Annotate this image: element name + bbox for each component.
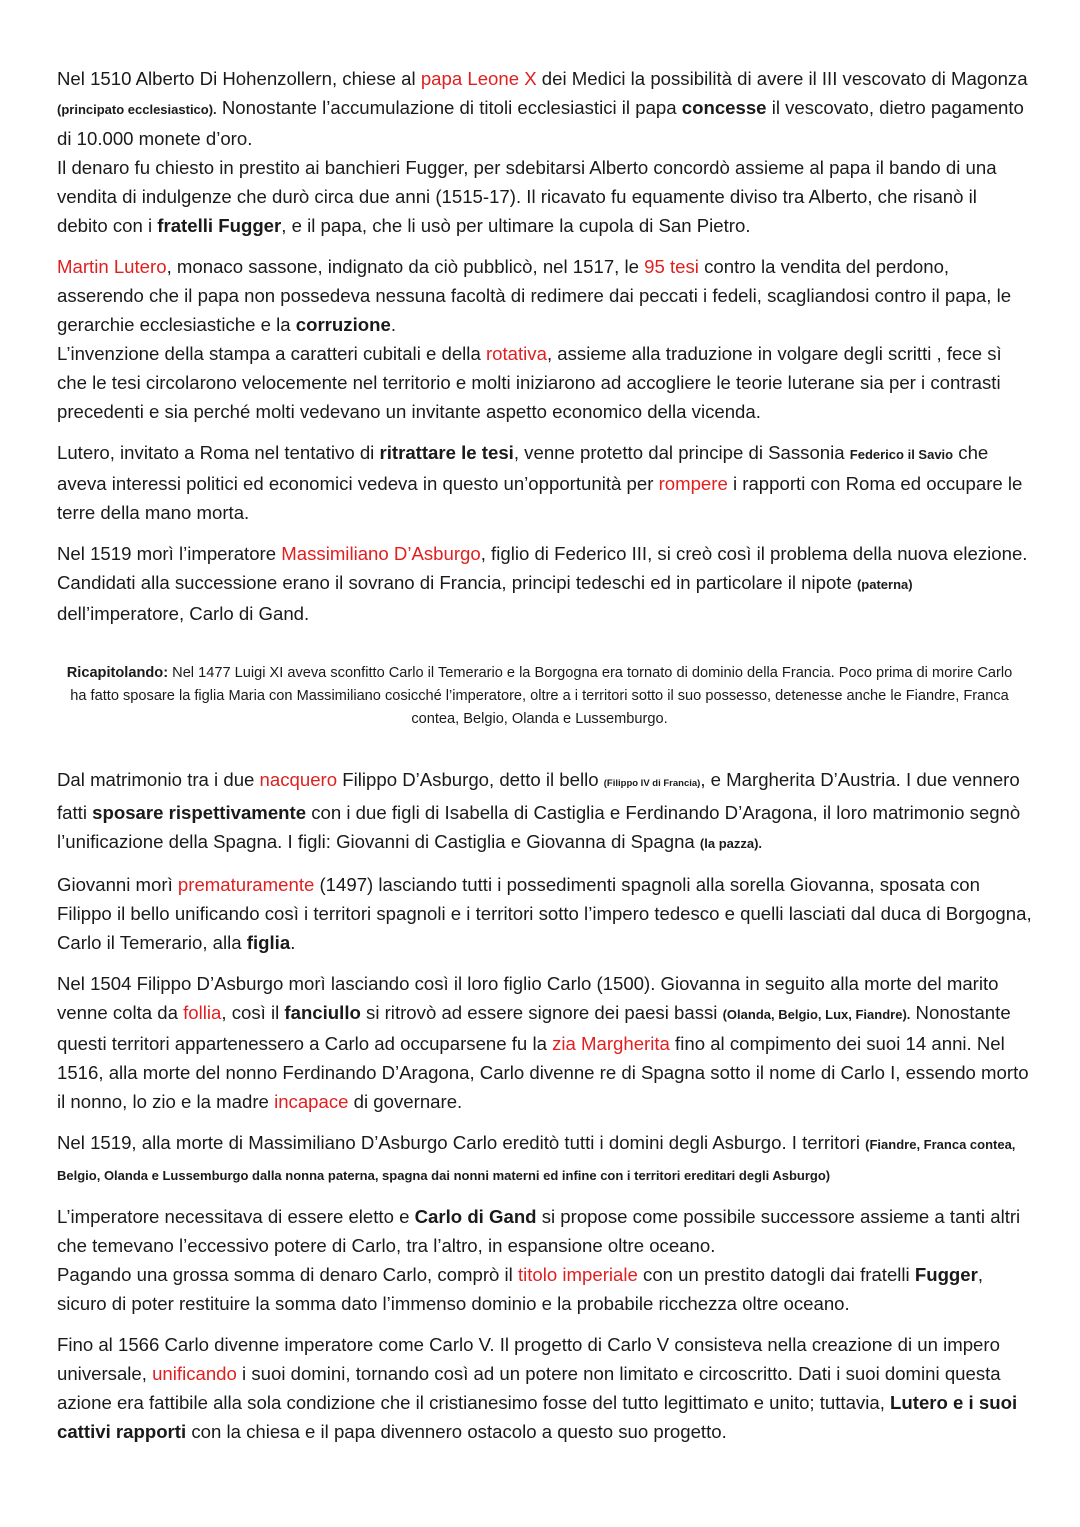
paragraph-filippo: Dal matrimonio tra i due nacquero Filippo D’Asburgo, detto il bello (Filippo IV di Francia), e Margherita D’Austria. I due vennero fatti sposare rispettivamente con i due figli di Isabella di Castiglia e Ferdinando D’Aragona, il loro matrimonio segnò l’unificazione della Spagna. I figli: Giovanni di Castiglia e Giovanna di Spagna (la pazza). bbox=[57, 769, 1021, 852]
paragraph-carlo-i: Nel 1504 Filippo D’Asburgo morì lasciando così il loro figlio Carlo (1500). Giovanna in seguito alla morte del marito venne colta da follia, così il fanciullo si ritrovò ad essere signore dei paesi bassi (Olanda, Belgio, Lux, Fiandre). Nonostante questi territori appartenessero a Carlo ad occuparsene fu la zia Margherita fino al compimento dei suoi 14 anni. Nel 1516, alla morte del nonno Ferdinando D’Aragona, Carlo divenne re di Spagna sotto il nome di Carlo I, essendo morto il nonno, lo zio e la madre incapace di governare. bbox=[57, 973, 1029, 1112]
paragraph-eredita: Nel 1519, alla morte di Massimiliano D’Asburgo Carlo ereditò tutti i domini degli Asburgo. I territori (Fiandre, Franca contea, Belgio, Olanda e Lussemburgo dalla nonna paterna, spagna dai nonni materni ed infine con i territori ereditari degli Asburgo) bbox=[57, 1132, 1016, 1183]
paragraph-giovanni: Giovanni morì prematuramente (1497) lasciando tutti i possedimenti spagnoli alla sorella Giovanna, sposata con Filippo il bello unificando così i territori spagnoli e i territori sotto l’impero tedesco e quelli lasciati dal duca di Borgogna, Carlo il Temerario, alla figlia. bbox=[57, 874, 1032, 953]
paragraph-lutero: Martin Lutero, monaco sassone, indignato da ciò pubblicò, nel 1517, le 95 tesi contro la vendita del perdono, asserendo che il papa non possedeva nessuna facoltà di redimere dai peccati i fedeli, scagliandosi contro il papa, le gerarchie ecclesiastiche e la corruzione. L’invenzione della stampa a caratteri cubitali e della rotativa, assieme alla traduzione in volgare degli scritti , fece sì che le tesi circolarono velocemente nel territorio e molti iniziarono ad accogliere le teorie luterane sia per i contrasti precedenti e sia perché molti vedevano un invitante aspetto economico della vicenda. bbox=[57, 256, 1012, 422]
recap-box: Ricapitolando: Nel 1477 Luigi XI aveva sconfitto Carlo il Temerario e la Borgogna era tornato di dominio della Francia. Poco prima di morire Carlo ha fatto sposare la figlia Maria con Massimiliano cosicché l’imperatore, oltre a i territori sotto il suo possesso, detenesse anche le Fiandre, Franca contea, Belgio, Olanda e Lussemburgo. bbox=[66, 665, 1013, 727]
paragraph-massimiliano: Nel 1519 morì l’imperatore Massimiliano D’Asburgo, figlio di Federico III, si creò così il problema della nuova elezione. Candidati alla successione erano il sovrano di Francia, principi tedeschi ed in particolare il nipote (paterna) dell’imperatore, Carlo di Gand. bbox=[57, 543, 1028, 624]
paragraph-carlo-v: Fino al 1566 Carlo divenne imperatore come Carlo V. Il progetto di Carlo V consisteva nella creazione di un impero universale, unificando i suoi domini, tornando così ad un potere non limitato e circoscritto. Dati i suoi domini questa azione era fattibile alla sola condizione che il cristianesimo fosse del tutto legittimato e unito; tuttavia, Lutero e i suoi cattivi rapporti con la chiesa e il papa divennero ostacolo a questo suo progetto. bbox=[57, 1334, 1018, 1442]
paragraph-federico: Lutero, invitato a Roma nel tentativo di ritrattare le tesi, venne protetto dal principe di Sassonia Federico il Savio che aveva interessi politici ed economici vedeva in questo un’opportunità per rompere i rapporti con Roma ed occupare le terre della mano morta. bbox=[57, 442, 1023, 523]
paragraph-alberto: Nel 1510 Alberto Di Hohenzollern, chiese al papa Leone X dei Medici la possibilità di avere il III vescovato di Magonza (principato ecclesiastico). Nonostante l’accumulazione di titoli ecclesiastici il papa concesse il vescovato, dietro pagamento di 10.000 monete d’oro. Il denaro fu chiesto in prestito ai banchieri Fugger, per sdebitarsi Alberto concordò assieme al papa il bando di una vendita di indulgenze che durò circa due anni (1515-17). Il ricavato fu equamente diviso tra Alberto, che risanò il debito con i fratelli Fugger, e il papa, che li usò per ultimare la cupola di San Pietro. bbox=[57, 68, 1028, 236]
highlight-papa-leone: papa Leone X bbox=[420, 68, 537, 89]
paragraph-elezione: L’imperatore necessitava di essere eletto e Carlo di Gand si propose come possibile successore assieme a tanti altri che temevano l’eccessivo potere di Carlo, tra l’altro, in espansione oltre oceano. Pagando una grossa somma di denaro Carlo, comprò il titolo imperiale con un prestito datogli dai fratelli Fugger, sicuro di poter restituire la somma dato l’immenso dominio e la probabile ricchezza oltre oceano. bbox=[57, 1206, 1021, 1314]
recap-label: Ricapitolando: bbox=[66, 665, 169, 681]
highlight-martin-lutero: Martin Lutero bbox=[57, 256, 167, 277]
